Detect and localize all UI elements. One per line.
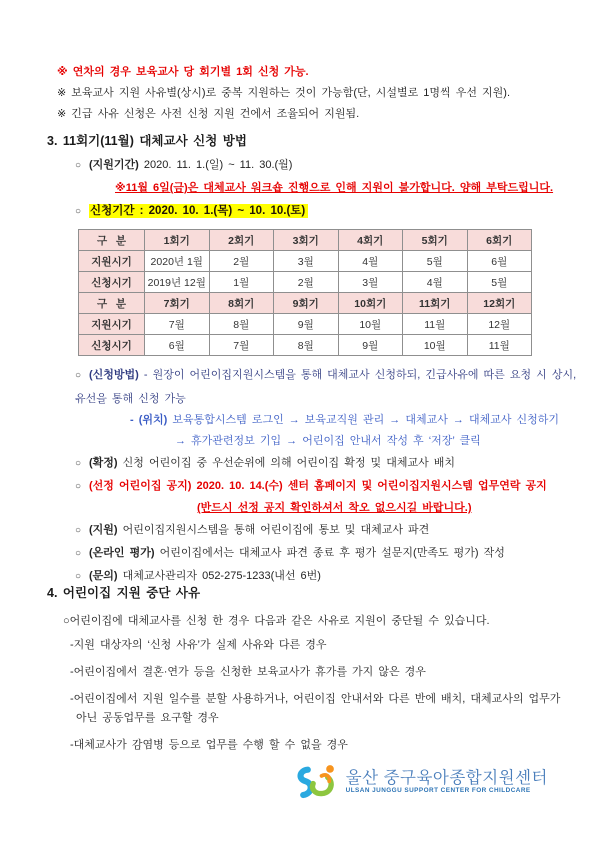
online-eval-line bbox=[75, 546, 570, 561]
table-header-cell: 구 분 bbox=[79, 293, 145, 314]
confirm-line bbox=[75, 456, 570, 471]
reason-item: -대체교사가 감염병 등으로 업무를 수행 할 수 없을 경우 bbox=[70, 739, 348, 751]
online-eval-text: 어린이집에서는 대체교사 파견 종료 후 평가 설문지(만족도 평가) 작성 bbox=[159, 547, 505, 559]
table-header-cell: 9회기 bbox=[274, 293, 339, 314]
table-row bbox=[79, 272, 532, 293]
selection-notice-sub: (반드시 선정 공지 확인하셔서 착오 없으시길 바랍니다.) bbox=[197, 502, 472, 514]
contact-line bbox=[75, 569, 570, 584]
note-urgent-reason: ※ 긴급 사유 신청은 사전 신청 지원 건에서 조율되어 지원됨. bbox=[57, 108, 360, 120]
table-cell: 2019년 12월 bbox=[145, 272, 210, 293]
table-header-cell: 6회기 bbox=[467, 230, 532, 251]
center-name-korean: 울산 중구육아종합지원센터 bbox=[345, 768, 548, 787]
top-notes bbox=[57, 62, 570, 125]
table-row bbox=[79, 251, 532, 272]
circle-bullet-icon: ○ bbox=[75, 370, 82, 381]
table-cell: 1월 bbox=[209, 272, 274, 293]
table-header-cell-highlighted: 11회기 bbox=[403, 293, 468, 314]
method-line-2: 유선을 통해 신청 가능 bbox=[75, 393, 186, 405]
table-header-cell: 2회기 bbox=[209, 230, 274, 251]
selection-notice-label: (선정 어린이집 공지) bbox=[89, 480, 192, 492]
note-annual-leave: ※ 연차의 경우 보육교사 당 회기별 1회 신청 가능. bbox=[57, 66, 309, 78]
table-cell: 3월 bbox=[274, 251, 339, 272]
reason-item: -어린이집에서 결혼·연가 등을 신청한 보육교사가 휴가를 가지 않은 경우 bbox=[70, 666, 426, 678]
table-header-row bbox=[79, 293, 532, 314]
note-duplicate-apply: ※ 보육교사 지원 사유별(상시)로 중복 지원하는 것이 가능함(단, 시설별로 1명씩 우선 지원). bbox=[57, 87, 510, 99]
center-logo-mark-icon bbox=[294, 761, 340, 803]
apply-period-line bbox=[75, 158, 570, 173]
circle-bullet-icon: ○ bbox=[75, 525, 82, 536]
table-cell: 6월 bbox=[145, 335, 210, 356]
reason-item: -지원 대상자의 ‘신청 사유’가 실제 사유와 다른 경우 bbox=[70, 639, 327, 651]
circle-bullet-icon: ○ bbox=[63, 615, 70, 627]
table-row-label: 지원시기 bbox=[79, 251, 145, 272]
table-cell: 4월 bbox=[338, 251, 403, 272]
workshop-unavailable-notice: ※11월 6일(금)은 대체교사 워크숍 진행으로 인해 지원이 불가합니다. 양해 부탁드립니다. bbox=[115, 182, 554, 194]
table-cell: 8월 bbox=[274, 335, 339, 356]
dispatch-label: (지원) bbox=[89, 524, 118, 536]
table-header-cell: 4회기 bbox=[338, 230, 403, 251]
table-cell: 11월 bbox=[467, 335, 532, 356]
method-line-1 bbox=[75, 368, 577, 383]
circle-bullet-icon: ○ bbox=[75, 548, 82, 559]
table-cell: 7월 bbox=[145, 314, 210, 335]
table-row-label: 지원시기 bbox=[79, 314, 145, 335]
circle-bullet-icon: ○ bbox=[75, 481, 82, 492]
contact-label: (문의) bbox=[89, 570, 118, 582]
apply-period-value: 2020. 11. 1.(일) ~ 11. 30.(월) bbox=[143, 159, 293, 171]
dispatch-text: 어린이집지원시스템을 통해 어린이집에 통보 및 대체교사 파견 bbox=[122, 524, 430, 536]
section-application-method bbox=[47, 131, 577, 584]
table-cell: 6월 bbox=[467, 251, 532, 272]
table-cell: 8월 bbox=[209, 314, 274, 335]
request-period-highlight: 신청기간 : 2020. 10. 1.(목) ~ 10. 10.(토) bbox=[89, 204, 308, 218]
method-text-1: - 원장이 어린이집지원시스템을 통해 대체교사 신청하되, 긴급사유에 따른 요청 시 상시, bbox=[143, 369, 577, 381]
section4-intro-text: 어린이집에 대체교사를 신청 한 경우 다음과 같은 사유로 지원이 중단될 수 있습니다. bbox=[69, 615, 490, 627]
table-header-row bbox=[79, 230, 532, 251]
table-header-cell: 1회기 bbox=[145, 230, 210, 251]
center-logo bbox=[294, 761, 548, 803]
method-location-line-1 bbox=[130, 413, 570, 427]
circle-bullet-icon: ○ bbox=[75, 160, 82, 171]
section3-heading: 3. 11회기(11월) 대체교사 신청 방법 bbox=[47, 134, 247, 148]
section4-intro bbox=[63, 614, 570, 628]
circle-bullet-icon: ○ bbox=[75, 458, 82, 469]
confirm-label: (확정) bbox=[89, 457, 118, 469]
table-row bbox=[79, 335, 532, 356]
table-header-cell: 10회기 bbox=[338, 293, 403, 314]
method-location-line-2: → 휴가관련정보 기입 → 어린이집 안내서 작성 후 ‘저장’ 클릭 bbox=[175, 435, 481, 447]
table-cell: 2월 bbox=[209, 251, 274, 272]
location-path: 보육통합시스템 로그인 → 보육교직원 관리 → 대체교사 → 대체교사 신청하기 bbox=[172, 414, 560, 426]
contact-text: 대체교사관리자 052-275-1233(내선 6번) bbox=[122, 570, 321, 582]
table-cell-highlighted: 11월 bbox=[403, 314, 468, 335]
round-schedule-table bbox=[78, 229, 532, 356]
table-cell: 5월 bbox=[403, 251, 468, 272]
selection-notice-text: 2020. 10. 14.(수) 센터 홈페이지 및 어린이집지원시스템 업무연락 공지 bbox=[196, 480, 547, 492]
table-cell: 9월 bbox=[274, 314, 339, 335]
apply-period-label: (지원기간) bbox=[89, 159, 139, 171]
table-header-cell: 12회기 bbox=[467, 293, 532, 314]
center-logo-text bbox=[346, 770, 548, 795]
section4-heading: 4. 어린이집 지원 중단 사유 bbox=[47, 586, 201, 600]
method-label: (신청방법) bbox=[89, 369, 139, 381]
table-cell: 5월 bbox=[467, 272, 532, 293]
confirm-text: 신청 어린이집 중 우선순위에 의해 어린이집 확정 및 대체교사 배치 bbox=[122, 457, 456, 469]
section-support-suspension bbox=[47, 583, 570, 755]
table-header-cell: 7회기 bbox=[145, 293, 210, 314]
table-row-label: 신청시기 bbox=[79, 335, 145, 356]
table-cell: 2월 bbox=[274, 272, 339, 293]
circle-bullet-icon: ○ bbox=[75, 571, 82, 582]
center-name-english: ULSAN JUNGGU SUPPORT CENTER FOR CHILDCARE bbox=[345, 787, 531, 795]
table-cell: 12월 bbox=[467, 314, 532, 335]
table-header-cell: 구 분 bbox=[79, 230, 145, 251]
table-header-cell: 8회기 bbox=[209, 293, 274, 314]
table-header-cell: 3회기 bbox=[274, 230, 339, 251]
table-row bbox=[79, 314, 532, 335]
table-cell: 4월 bbox=[403, 272, 468, 293]
online-eval-label: (온라인 평가) bbox=[89, 547, 155, 559]
request-period-line bbox=[75, 204, 570, 219]
table-header-cell: 5회기 bbox=[403, 230, 468, 251]
table-cell: 9월 bbox=[338, 335, 403, 356]
table-cell: 2020년 1월 bbox=[145, 251, 210, 272]
table-cell: 10월 bbox=[338, 314, 403, 335]
table-cell: 3월 bbox=[338, 272, 403, 293]
dispatch-line bbox=[75, 523, 570, 538]
suspension-reasons bbox=[47, 636, 570, 755]
table-cell-highlighted: 10월 bbox=[403, 335, 468, 356]
table-cell: 7월 bbox=[209, 335, 274, 356]
selection-notice-line bbox=[75, 479, 570, 494]
location-label: - (위치) bbox=[130, 414, 168, 426]
table-row-label: 신청시기 bbox=[79, 272, 145, 293]
reason-item: -어린이집에서 지원 일수를 분할 사용하거나, 어린이집 안내서와 다른 반에 배치, 대체교사의 업무가 아닌 공동업무를 요구할 경우 bbox=[70, 693, 561, 724]
circle-bullet-icon: ○ bbox=[75, 206, 82, 217]
